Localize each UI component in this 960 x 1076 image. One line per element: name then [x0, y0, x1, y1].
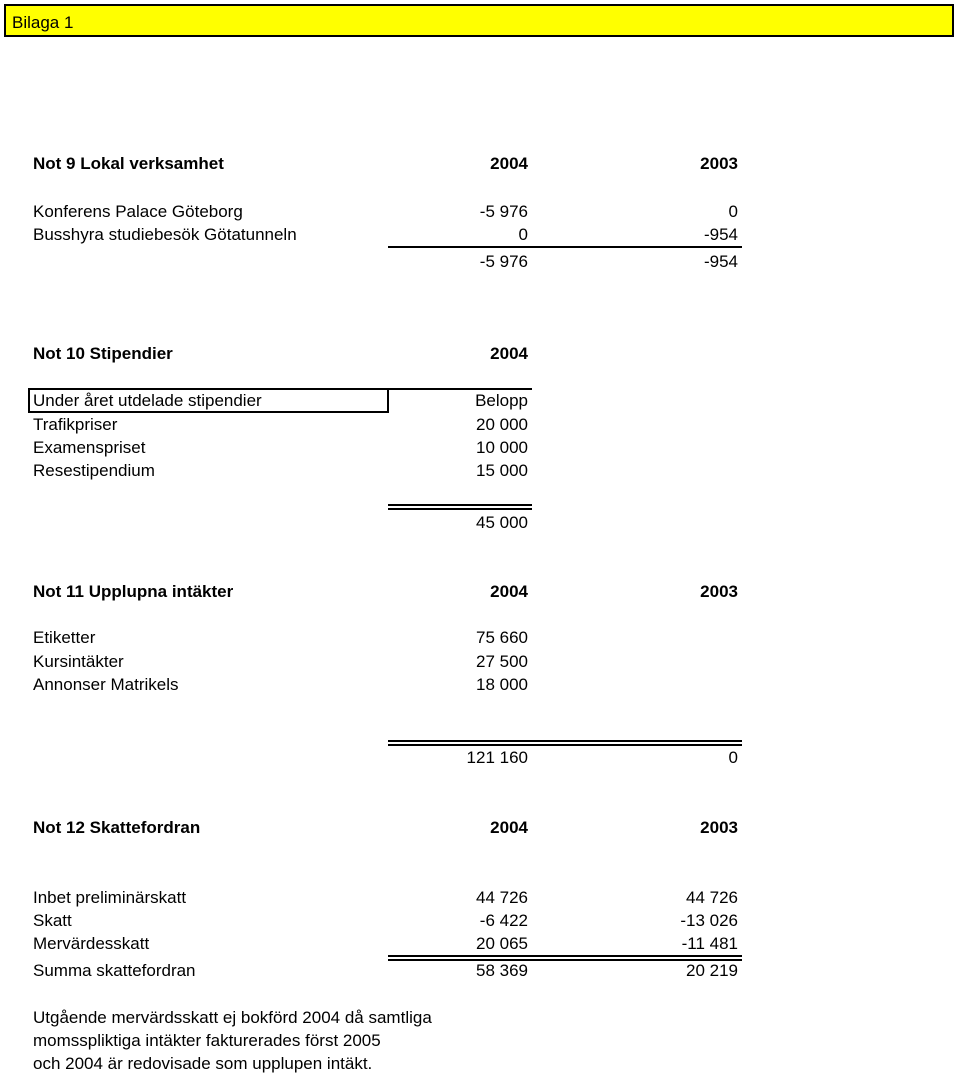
note-11-row-label: Etiketter: [33, 628, 96, 647]
note-10-header-label: Under året utdelade stipendier: [33, 391, 262, 410]
note-11-row-label: Kursintäkter: [33, 652, 124, 671]
note-12-row-value-2004: 20 065: [476, 934, 528, 953]
note-9-col-2004: 2004: [490, 154, 528, 173]
note-9-row-value-2004: 0: [518, 225, 528, 244]
note-10-row-label: Resestipendium: [33, 461, 155, 480]
footnote-line: och 2004 är redovisade som upplupen intäkt.: [33, 1054, 373, 1073]
note-9-row-value-2003: -954: [703, 225, 738, 244]
note-11-row-value-2004: 75 660: [476, 628, 528, 647]
note-12-total-2004: 58 369: [476, 961, 528, 980]
note-11-row-label: Annonser Matrikels: [33, 675, 179, 694]
note-12-col-2003: 2003: [700, 818, 738, 837]
note-12-total-label: Summa skattefordran: [33, 961, 196, 980]
appendix-label: Bilaga 1: [12, 13, 74, 32]
footnote-line: Utgående mervärdsskatt ej bokförd 2004 då samtliga: [33, 1008, 432, 1027]
note-12-col-2004: 2004: [490, 818, 528, 837]
note-12-total-2003: 20 219: [686, 961, 738, 980]
note-12-row-value-2004: 44 726: [476, 888, 528, 907]
note-9-row-label: Konferens Palace Göteborg: [33, 202, 243, 221]
note-9-row-value-2003: 0: [728, 202, 738, 221]
note-9-title: Not 9 Lokal verksamhet: [33, 154, 224, 173]
note-9-sum-rule-2003: [532, 246, 742, 248]
note-10-col-2004: 2004: [490, 344, 528, 363]
note-12-row-value-2003: 44 726: [686, 888, 738, 907]
note-12-row-value-2003: -13 026: [680, 911, 738, 930]
note-12-title: Not 12 Skattefordran: [33, 818, 201, 837]
note-11-total-2003: 0: [728, 748, 738, 767]
note-12-row-label: Skatt: [33, 911, 72, 930]
note-10-row-value: 10 000: [476, 438, 528, 457]
note-9-row-value-2004: -5 976: [479, 202, 528, 221]
note-11-row-value-2004: 27 500: [476, 652, 528, 671]
note-10-header-rule: [388, 388, 532, 390]
note-11-row-value-2004: 18 000: [476, 675, 528, 694]
note-11-col-2003: 2003: [700, 582, 738, 601]
footnote-line: momsspliktiga intäkter fakturerades först 2005: [33, 1031, 381, 1050]
note-12-row-value-2003: -11 481: [681, 934, 738, 953]
note-10-row-label: Trafikpriser: [33, 415, 118, 434]
note-9-total-2004: -5 976: [479, 252, 528, 271]
note-11-total-2004: 121 160: [466, 748, 528, 767]
note-9-row-label: Busshyra studiebesök Götatunneln: [33, 225, 297, 244]
note-12-row-label: Inbet preliminärskatt: [33, 888, 187, 907]
note-9-total-2003: -954: [703, 252, 738, 271]
note-9-col-2003: 2003: [700, 154, 738, 173]
appendix-banner: [4, 4, 954, 37]
note-11-sum-double-rule-2003: [532, 740, 742, 746]
note-9-sum-rule-2004: [388, 246, 532, 248]
note-10-title: Not 10 Stipendier: [33, 344, 173, 363]
note-11-sum-double-rule-2004: [388, 740, 532, 746]
note-10-header-value: Belopp: [475, 391, 528, 410]
note-10-row-label: Examenspriset: [33, 438, 146, 457]
note-10-sum-double-rule: [388, 504, 532, 510]
note-12-row-label: Mervärdesskatt: [33, 934, 150, 953]
note-10-row-value: 20 000: [476, 415, 528, 434]
note-11-title: Not 11 Upplupna intäkter: [33, 582, 234, 601]
note-11-col-2004: 2004: [490, 582, 528, 601]
note-10-total: 45 000: [476, 513, 528, 532]
note-10-row-value: 15 000: [476, 461, 528, 480]
note-12-row-value-2004: -6 422: [479, 911, 528, 930]
